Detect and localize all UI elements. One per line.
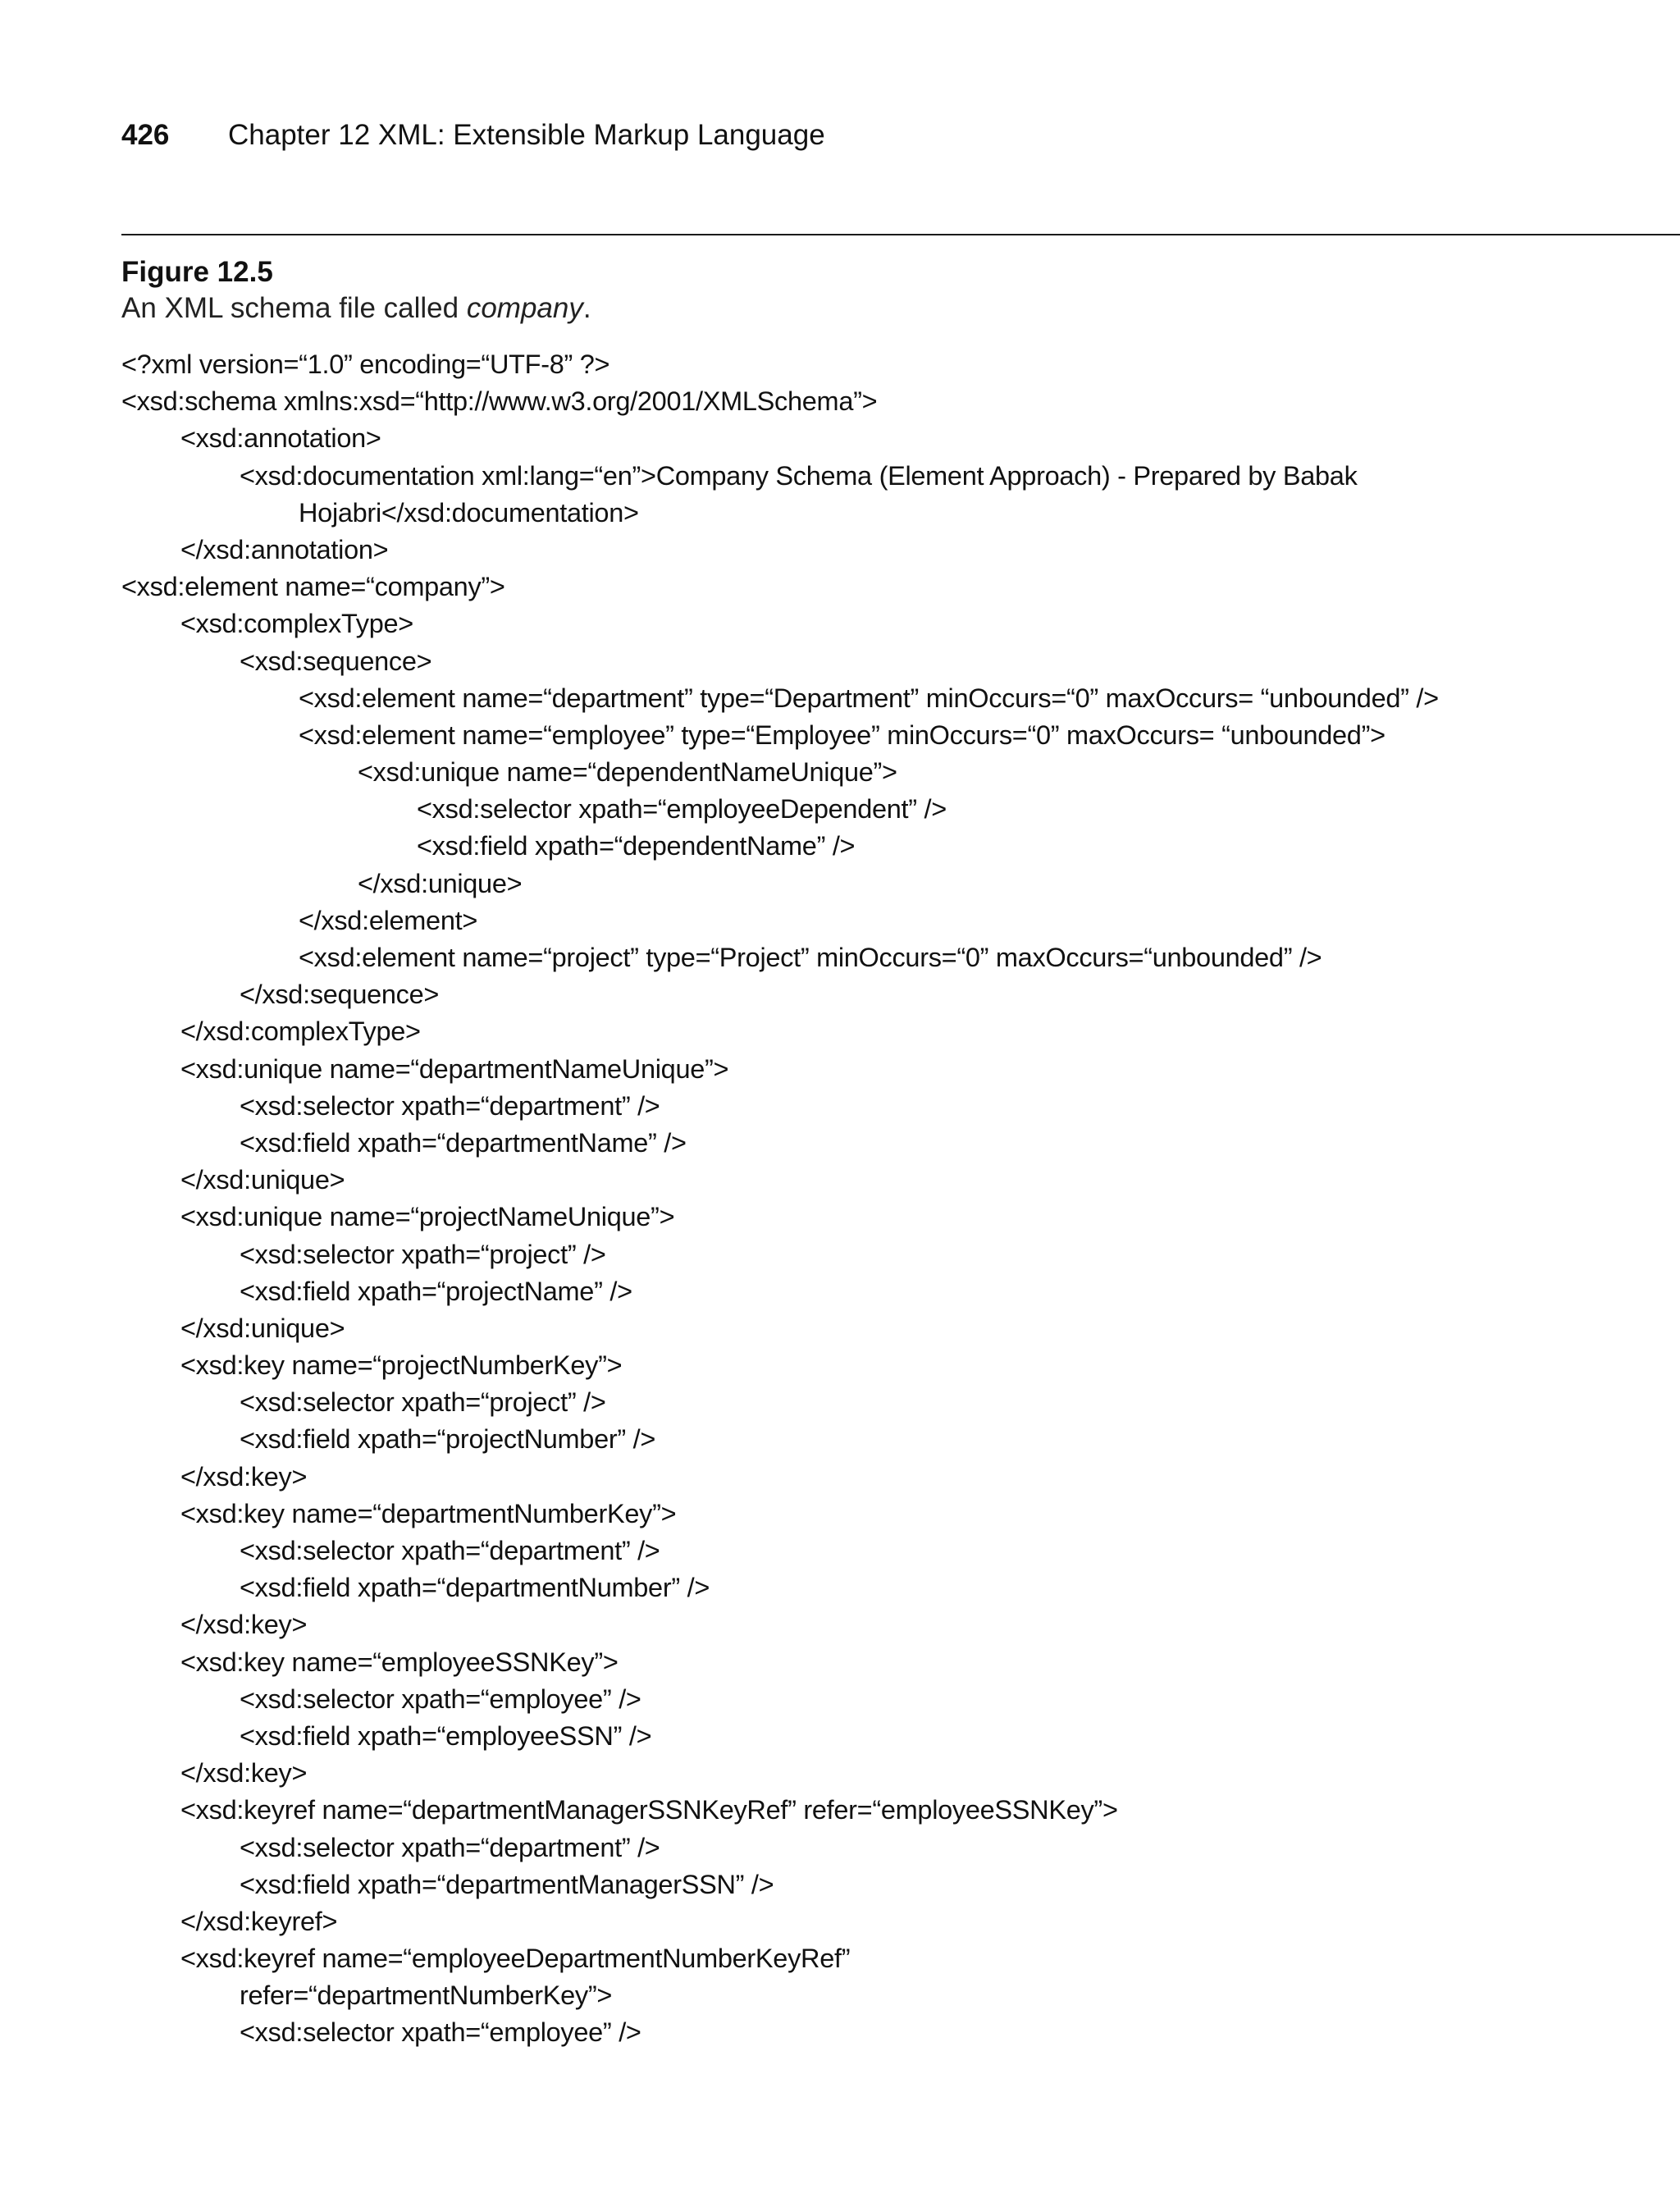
code-line: <xsd:element name=“company”> xyxy=(121,572,505,602)
code-line: <xsd:keyref name=“employeeDepartmentNumberKeyRef” xyxy=(180,1944,851,1974)
code-line: <xsd:field xpath=“projectName” /> xyxy=(240,1276,632,1306)
code-line: </xsd:element> xyxy=(299,905,478,935)
code-line: <xsd:selector xpath=“department” /> xyxy=(240,1090,660,1121)
code-line: <xsd:field xpath=“departmentNumber” /> xyxy=(240,1573,710,1603)
code-line: <xsd:selector xpath=“department” /> xyxy=(240,1536,660,1565)
code-line: </xsd:unique> xyxy=(180,1165,345,1195)
code-line: <xsd:complexType> xyxy=(180,609,413,639)
code-line: </xsd:complexType> xyxy=(180,1016,421,1047)
code-line: </xsd:annotation> xyxy=(180,534,389,564)
code-line: </xsd:key> xyxy=(180,1461,308,1492)
page-number: 426 xyxy=(121,119,170,151)
code-line: <xsd:key name=“departmentNumberKey”> xyxy=(180,1498,677,1528)
code-line: <xsd:selector xpath=“employeeDependent” /> xyxy=(417,794,947,825)
code-line: <xsd:field xpath=“employeeSSN” /> xyxy=(240,1720,652,1751)
code-line: <xsd:selector xpath=“project” /> xyxy=(240,1239,606,1269)
code-line: <xsd:annotation> xyxy=(180,423,381,454)
code-line: <xsd:key name=“projectNumberKey”> xyxy=(180,1350,623,1381)
code-line: refer=“departmentNumberKey”> xyxy=(240,1980,613,2011)
caption-text: An XML schema file called xyxy=(121,292,467,324)
code-line: <xsd:keyref name=“departmentManagerSSNKeyRef” refer=“employeeSSNKey”> xyxy=(180,1795,1118,1825)
code-line: <xsd:sequence> xyxy=(240,646,432,676)
figure-caption xyxy=(121,290,591,327)
code-line: <?xml version=“1.0” encoding=“UTF-8” ?> xyxy=(121,349,610,379)
code-line: <xsd:key name=“employeeSSNKey”> xyxy=(180,1647,619,1677)
code-line: <xsd:field xpath=“departmentName” /> xyxy=(240,1127,687,1158)
code-line: <xsd:schema xmlns:xsd=“http://www.w3.org/2001/XMLSchema”> xyxy=(121,386,878,417)
code-line: <xsd:unique name=“dependentNameUnique”> xyxy=(358,757,897,788)
code-line: </xsd:key> xyxy=(180,1758,308,1789)
code-line: <xsd:selector xpath=“project” /> xyxy=(240,1387,606,1418)
header-rule xyxy=(121,234,1680,235)
code-line: <xsd:selector xpath=“employee” /> xyxy=(240,1683,641,1714)
code-line: <xsd:field xpath=“dependentName” /> xyxy=(417,831,856,861)
caption-punctuation: . xyxy=(582,292,591,324)
code-line: </xsd:keyref> xyxy=(180,1906,338,1936)
code-line: <xsd:element name=“employee” type=“Employee” minOccurs=“0” maxOccurs= “unbounded”> xyxy=(299,720,1386,750)
code-line: <xsd:element name=“department” type=“Department” minOccurs=“0” maxOccurs= “unbounded” /> xyxy=(299,683,1439,713)
code-line: <xsd:selector xpath=“department” /> xyxy=(240,1832,660,1862)
code-line: </xsd:sequence> xyxy=(240,980,440,1010)
code-line: Hojabri</xsd:documentation> xyxy=(299,497,639,528)
code-line: <xsd:unique name=“departmentNameUnique”> xyxy=(180,1053,729,1084)
code-line: </xsd:unique> xyxy=(180,1313,345,1343)
code-line: </xsd:unique> xyxy=(358,868,523,898)
code-line: <xsd:field xpath=“projectNumber” /> xyxy=(240,1424,656,1455)
code-line: <xsd:element name=“project” type=“Project” minOccurs=“0” maxOccurs=“unbounded” /> xyxy=(299,943,1322,972)
code-line: <xsd:selector xpath=“employee” /> xyxy=(240,2017,641,2048)
code-line: <xsd:field xpath=“departmentManagerSSN” /> xyxy=(240,1869,774,1899)
code-line: </xsd:key> xyxy=(180,1610,308,1640)
code-listing xyxy=(121,346,1639,2052)
chapter-title: Chapter 12 XML: Extensible Markup Language xyxy=(228,119,825,151)
caption-italic-text: company xyxy=(466,292,583,324)
figure-label: Figure 12.5 xyxy=(121,256,273,288)
running-head xyxy=(121,117,825,153)
code-line: <xsd:documentation xml:lang=“en”>Company Schema (Element Approach) - Prepared by Babak xyxy=(240,460,1358,491)
code-line: <xsd:unique name=“projectNameUnique”> xyxy=(180,1202,675,1232)
